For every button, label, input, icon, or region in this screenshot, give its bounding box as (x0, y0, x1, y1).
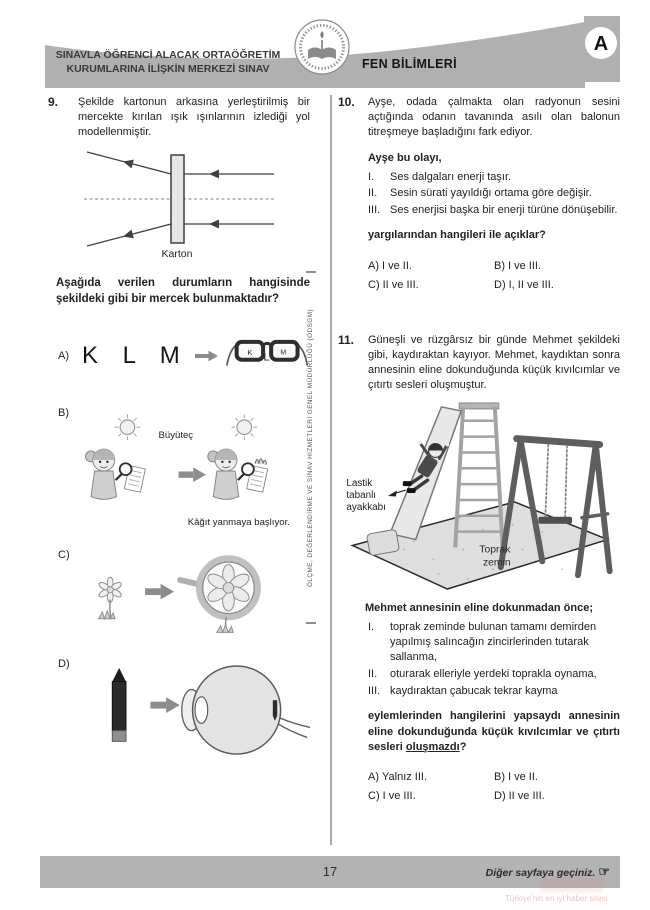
subject-title: FEN BİLİMLERİ (362, 57, 457, 71)
right-arrow-icon (150, 697, 179, 713)
q10-item-3 (368, 203, 620, 218)
option-letter: D) (58, 657, 70, 670)
magnifier-with-flower (180, 558, 258, 632)
shoe-label-line2: tabanlı (346, 490, 377, 502)
question-number: 10. (338, 95, 355, 109)
q9-option-c (58, 549, 310, 644)
item-text: kaydıraktan çabucak tekrar kayma (390, 685, 558, 698)
left-column (48, 95, 310, 764)
watermark-logo (541, 877, 603, 892)
option-b (494, 771, 620, 783)
right-column (338, 95, 620, 802)
q9-option-d (58, 658, 310, 764)
q9-question-bold: Aşağıda verilen durumların hangisinde şekildeki gibi bir mercek bulunmaktadır? (56, 276, 310, 305)
exam-title-line2: KURUMLARINA İLİŞKİN MERKEZİ SINAV (66, 62, 270, 75)
q9-option-b (58, 407, 310, 535)
magnifier-label: Büyüteç (158, 429, 194, 441)
q9-option-a (58, 325, 310, 387)
option-letter: A) (368, 259, 379, 272)
option-letter: C) (58, 548, 70, 561)
label-arrowhead (388, 491, 397, 497)
flower-magnifier-scene (80, 549, 310, 644)
question-9 (48, 95, 310, 141)
arrowhead (209, 169, 219, 178)
question-text: Şekilde kartonun arkasına yerleştirilmiş bir mercekte kırılan ışık ışınlarının izlediği yol modellenmiştir. (78, 96, 310, 139)
ground-label-line1: Toprak (479, 544, 511, 556)
option-text: I ve II. (382, 259, 412, 272)
page-footer (40, 856, 620, 888)
option-text: I ve II. (508, 771, 538, 784)
q9-figure (48, 149, 310, 261)
q11-question-bold (368, 709, 620, 755)
option-a (368, 771, 494, 783)
q11-item-1 (368, 620, 620, 665)
label-arrow-line (396, 491, 406, 494)
shoe-label (346, 479, 405, 514)
option-letter: B) (494, 259, 505, 272)
exam-title (48, 49, 288, 77)
shoe-label-line3: ayakkabı (346, 502, 386, 514)
girl-with-magnifier (85, 449, 145, 499)
option-text: I ve III. (508, 259, 542, 272)
q11-options (368, 771, 620, 802)
option-letter: D) (494, 278, 506, 291)
eye-diagram (182, 666, 310, 754)
item-text: oturarak elleriyle yerdeki toprakla oynama, (390, 668, 597, 681)
sun-icon (232, 414, 258, 440)
pencil-icon (112, 668, 126, 741)
question-10 (338, 95, 620, 141)
swing-seat (538, 517, 572, 524)
next-page-text: Diğer sayfaya geçiniz. (485, 867, 596, 879)
right-arrow-icon (145, 584, 174, 600)
option-d (494, 790, 620, 802)
karton-label: Karton (161, 247, 193, 260)
klm-source-text: K L M (82, 341, 189, 369)
q11-figure (338, 401, 620, 591)
question-number: 11. (338, 332, 355, 347)
flames-icon (255, 459, 266, 465)
column-divider (330, 95, 332, 845)
slide-foot (367, 530, 400, 557)
eyeglasses-icon (224, 325, 310, 387)
option-letter: D) (494, 790, 506, 803)
question-number: 9. (48, 95, 59, 109)
roman-numeral: II. (368, 668, 378, 681)
q10-options (368, 260, 620, 291)
option-c (368, 790, 494, 802)
roman-numeral: I. (368, 621, 375, 634)
option-letter: B) (58, 406, 69, 419)
option-letter: A) (368, 771, 379, 784)
option-letter: A) (58, 349, 69, 362)
q10-lead: Ayşe bu olayı, (368, 151, 442, 164)
pencil-eye-scene (80, 658, 310, 764)
question-text: Ayşe, odada çalmakta olan radyonun sesini açtığında odanın tavanında asılı olan balonun titreşmeye başladığını fark ediyor. (368, 96, 620, 139)
rubber-shoe (403, 482, 412, 487)
item-text: Ses dalgaları enerji taşır. (390, 170, 512, 183)
option-letter: B) (494, 771, 505, 784)
lens-ray-diagram (59, 149, 299, 261)
girl-with-burning-paper (208, 449, 268, 499)
ground-label (479, 545, 511, 569)
question-pre: eylemlerinden hangilerini yapsaydı annesinin eline dokunduğunda küçük kıvılcımlar ve çıtırtı sesleri (368, 710, 620, 753)
question-underlined-word: oluşmazdı (405, 741, 460, 753)
ground-label-line2: zemin (482, 557, 511, 569)
arrowhead (122, 157, 134, 168)
arrowhead (122, 229, 134, 240)
roman-numeral: III. (368, 685, 381, 698)
lens-letter-m: M (280, 349, 286, 357)
option-text: Yalnız III. (382, 771, 428, 784)
karton-rect (171, 155, 184, 243)
lens-letter-l: L (263, 351, 270, 364)
q11-item-3 (368, 684, 620, 699)
right-arrow-icon (179, 467, 206, 482)
item-text: Sesin sürati yayıldığı ortama göre değişir. (390, 187, 592, 200)
item-text: toprak zeminde bulunan tamamı demirden yapılmış salıncağın zincirlerinden tutarak sallanma, (390, 621, 597, 664)
burning-caption: Kâğıt yanmaya başlıyor. (187, 516, 290, 528)
option-b (494, 260, 620, 272)
option-a (368, 260, 494, 272)
eye-lens (195, 697, 208, 723)
item-text: Ses enerjisi başka bir enerji türüne dönüşebilir. (390, 204, 618, 217)
question-post: ? (459, 741, 467, 753)
magnifier-burning-paper-scene (80, 407, 310, 535)
arrowhead (209, 219, 219, 228)
watermark-text: Türkiye'nin en iyi haber sitesi (505, 894, 608, 903)
q10-item-2 (368, 186, 620, 201)
small-flower (98, 577, 123, 619)
glasses-bridge (263, 343, 271, 345)
swing-beam (517, 439, 600, 445)
option-letter: C) (368, 790, 380, 803)
q11-lead: Mehmet annesinin eline dokunmadan önce; (365, 602, 593, 615)
sun-icon (115, 414, 141, 440)
optic-nerve (280, 718, 310, 728)
meb-logo-icon (295, 20, 349, 74)
roman-numeral: II. (368, 187, 378, 200)
inverted-pencil-image (273, 700, 277, 716)
option-letter: C) (368, 278, 380, 291)
side-vertical-text: ÖLÇME, DEĞERLENDİRME VE SINAV HİZMETLERİ GENEL MÜDÜRLÜĞÜ (ÖDSGM) (307, 308, 314, 588)
option-text: I, II ve III. (508, 278, 554, 291)
pointing-hand-icon: ☞ (598, 864, 610, 879)
booklet-letter: A (593, 33, 609, 55)
roman-numeral: III. (368, 204, 381, 217)
q10-item-1 (368, 170, 620, 185)
option-d (494, 279, 620, 291)
page-number: 17 (322, 864, 338, 879)
q10-question-bold: yargılarından hangileri ile açıklar? (368, 229, 546, 242)
lens-letter-k: K (247, 347, 253, 357)
roman-numeral: I. (368, 170, 375, 183)
exam-title-line1: SINAVLA ÖĞRENCİ ALACAK ORTAÖĞRETİM (55, 49, 281, 61)
rubber-shoe (407, 489, 416, 494)
right-arrow-icon (195, 348, 218, 364)
shoe-label-line1: Lastik (346, 478, 373, 490)
option-text: II ve III. (382, 278, 419, 291)
option-text: II ve III. (508, 790, 545, 803)
option-text: I ve III. (382, 790, 416, 803)
playground-scene (343, 401, 615, 591)
question-text: Güneşli ve rüzgârsız bir günde Mehmet şekildeki gibi, kaydıraktan kayıyor. Mehmet, kaydıktan sonra annesinin eline dokunduğunda küçük kıvılcımlar ve çıtırtı sesleri oluşmuştur. (368, 333, 620, 392)
question-11 (338, 333, 620, 394)
swing-chain (565, 446, 567, 519)
option-c (368, 279, 494, 291)
swing-chain (545, 445, 548, 518)
q11-item-2 (368, 667, 620, 682)
